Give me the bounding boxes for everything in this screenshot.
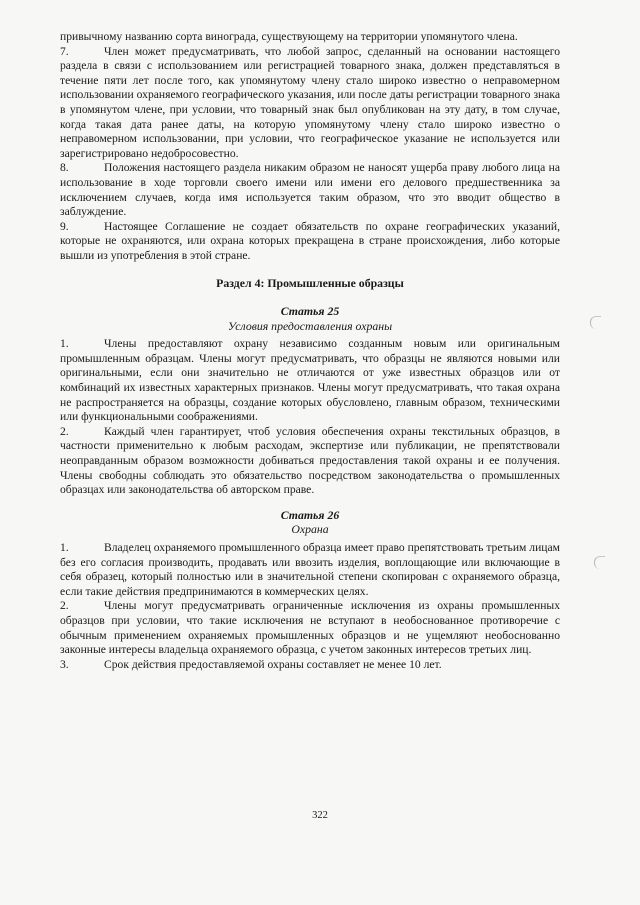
article-25-subtitle: Условия предоставления охраны <box>227 318 393 333</box>
paragraph-text: Член может предусматривать, что любой запрос, сделанный на основании настоящего раздела в связи с использованием или регистрацией товарного знака, должен представляться в течение пяти лет после того, как упомянутому члену стало широко известно о неправомерном использовании охраняемого географического указания, или после даты регистрации товарного знака в упомянутом члене, при условии, что товарный знак был опубликован на эту дату, в том случае, когда такая дата ранее даты, на которую упомянутому члену стало широко известно о неправомерном использовании, при условии, что географическое указание не используется или зарегистрировано недобросовестно. <box>60 44 560 160</box>
article-26-title: Статья 26 <box>280 507 340 522</box>
paragraph-number: 1. <box>60 541 69 554</box>
paragraph-text: Срок действия предоставляемой охраны составляет не менее 10 лет. <box>104 657 442 671</box>
continued-text: привычному названию сорта винограда, существующему на территории упомянутого члена. <box>60 30 518 43</box>
article-26-paragraph-2 <box>60 599 560 657</box>
article-26-paragraph-1 <box>60 541 560 599</box>
page-content <box>60 30 560 672</box>
paragraph-7 <box>60 45 560 162</box>
paragraph-number: 3. <box>60 657 69 671</box>
paragraph-number: 1. <box>60 337 69 351</box>
paragraph-9 <box>60 220 560 264</box>
paragraph-text: Члены предоставляют охрану независимо созданным новым или оригинальным промышленным образцам. Члены могут предусматривать, что образцы не являются новыми или оригинальными, если они значительно не отличаются от уже известных образцов или от комбинаций их известных характерных признаков. Члены могут предусматривать, что такая охрана не распространяется на образцы, создание которых обусловлено, главным образом, техническими или функциональными соображениями. <box>60 337 560 424</box>
paragraph-text: Члены могут предусматривать ограниченные исключения из охраны промышленных образцов при условии, что такие исключения не вступают в необоснованное противоречие с обычным применением охраняемых промышленных образцов и не ущемляют необоснованно законные интересы владельца охраняемого образца, с учетом законных интересов третьих лиц. <box>60 599 560 657</box>
article-25-title: Статья 25 <box>280 304 340 319</box>
paragraph-8 <box>60 161 560 219</box>
paragraph-number: 2. <box>60 424 69 438</box>
page-number: 322 <box>312 810 328 821</box>
paragraph-text: Владелец охраняемого промышленного образца имеет право препятствовать третьим лицам без его согласия производить, продавать или ввозить изделия, воплощающие или включающие в себя образец, который полностью или в значительной степени скопирован с охраняемого образца, если такие действия предпринимаются в коммерческих целях. <box>60 541 560 598</box>
article-26-paragraph-3 <box>60 658 560 673</box>
scan-mark <box>590 316 601 329</box>
paragraph-number: 8. <box>60 161 69 175</box>
article-25-paragraph-1 <box>60 337 560 425</box>
paragraph-number: 9. <box>60 219 69 233</box>
paragraph-text: Положения настоящего раздела никаким образом не наносят ущерба праву любого лица на использование в ходе торговли своего имени или имени его делового предшественника за исключением случаев, когда имя используется таким образом, что это вводит общество в заблуждение. <box>60 161 560 219</box>
paragraph-number: 2. <box>60 599 69 613</box>
section-title: Раздел 4: Промышленные образцы <box>216 275 404 290</box>
scan-mark <box>594 556 605 569</box>
paragraph-number: 7. <box>60 44 69 58</box>
paragraph-text: Каждый член гарантирует, чтоб условия обеспечения охраны текстильных образцов, в частности применительно к любым расходам, экспертизе или публикации, не препятствовали неоправданным образом возможности добиваться предоставления такой охраны и ее получения. Члены свободны соблюдать это обязательство посредством законодательства о промышленных образцах или законодательства об авторском праве. <box>60 424 560 497</box>
article-26-subtitle: Охрана <box>291 522 329 537</box>
article-25-paragraph-2 <box>60 425 560 498</box>
paragraph-text: Настоящее Соглашение не создает обязательств по охране географических указаний, которые не охраняются, или охрана которых прекращена в стране происхождения, либо которые вышли из употребления в этой стране. <box>60 219 560 262</box>
